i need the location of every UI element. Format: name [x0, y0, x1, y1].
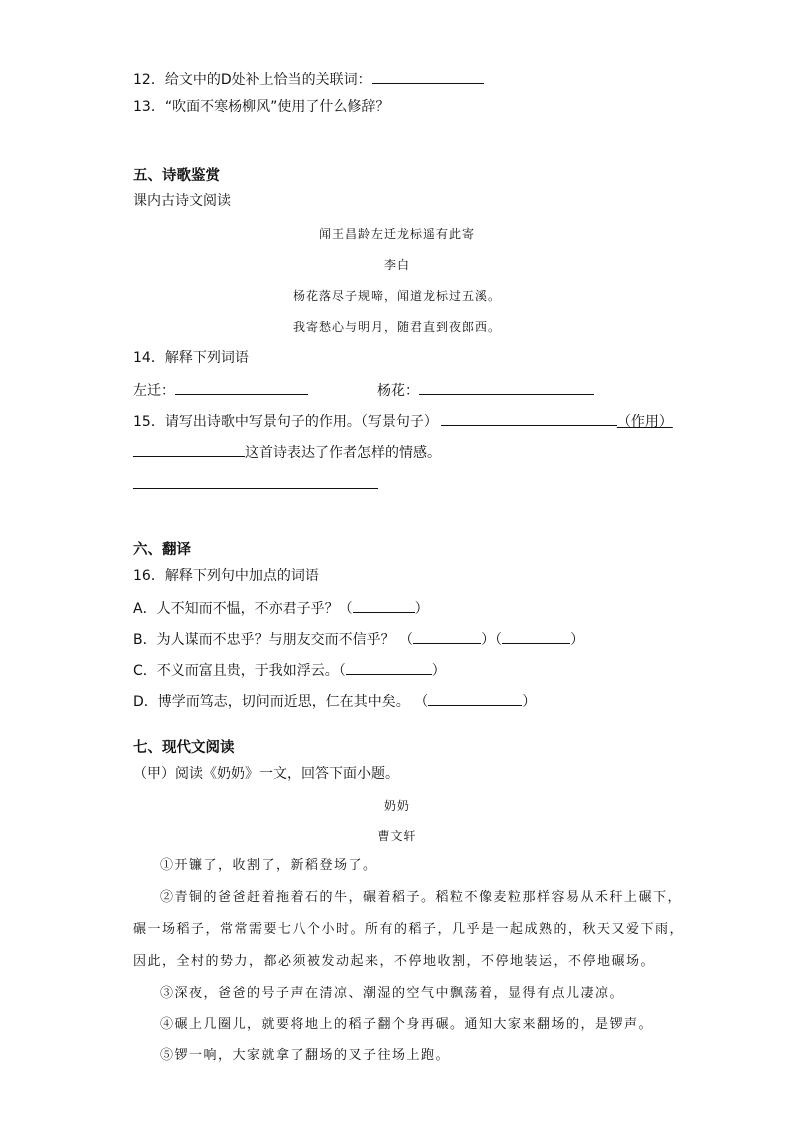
passage-paragraph-2-line-2: 碾一场稻子，常常需要七八个小时。所有的稻子，几乎是一起成熟的，秋天又爱下雨， — [133, 922, 685, 937]
question-16-c — [133, 660, 446, 680]
answer-blank[interactable] — [346, 660, 432, 675]
answer-line[interactable] — [133, 488, 378, 489]
question-13: 13．“吹面不寒杨柳风”使用了什么修辞？ — [133, 99, 390, 115]
question-16-b-close: ） — [570, 632, 585, 648]
answer-blank[interactable] — [502, 629, 570, 644]
question-16-d — [133, 691, 536, 711]
passage-paragraph-2-line-3: 因此，全村的势力，都必须被发动起来，不停地收割，不停地装运，不停地碾场。 — [133, 954, 656, 969]
section-heading-5: 五、诗歌鉴赏 — [133, 168, 220, 184]
question-15 — [133, 411, 673, 431]
question-16: 16．解释下列句中加点的词语 — [133, 568, 319, 584]
answer-blank[interactable] — [372, 69, 484, 84]
question-14-b-label: 杨花： — [377, 383, 419, 399]
question-14-b — [377, 380, 594, 400]
question-16-d-text: D．博学而笃志，切问而近思，仁在其中矣。 （ — [133, 694, 429, 710]
answer-blank[interactable] — [175, 380, 308, 395]
answer-blank[interactable] — [353, 598, 415, 613]
poem-title: 闻王昌龄左迁龙标遥有此寄 — [318, 227, 475, 241]
answer-blank[interactable] — [419, 380, 594, 395]
question-16-b — [133, 629, 584, 649]
question-15-line-2 — [133, 442, 441, 462]
question-14-a-label: 左迁： — [133, 383, 175, 399]
poem-author: 李白 — [383, 258, 410, 272]
answer-blank[interactable] — [428, 691, 522, 706]
question-12 — [133, 69, 484, 89]
answer-blank[interactable] — [133, 442, 245, 457]
passage-paragraph-2: ②青铜的爸爸赶着拖着石的牛，碾着稻子。稻粒不像麦粒那样容易从禾秆上碾下， — [160, 890, 683, 905]
question-16-c-close: ） — [431, 663, 446, 679]
passage-title: 奶奶 — [383, 799, 410, 813]
question-16-c-text: C．不义而富且贵，于我如浮云。（ — [133, 663, 346, 679]
question-16-b-text: B．为人谋而不忠乎？与朋友交而不信乎？ （ — [133, 632, 414, 648]
question-14: 14．解释下列词语 — [133, 350, 249, 366]
poem-line-1: 杨花落尽子规啼，闻道龙标过五溪。 — [292, 289, 501, 303]
question-15-emotion-text: 这首诗表达了作者怎样的情感。 — [245, 445, 441, 461]
passage-author: 曹文轩 — [377, 829, 417, 843]
question-16-a — [133, 598, 429, 618]
passage-paragraph-5: ⑤锣一响，大家就拿了翻场的叉子往场上跑。 — [160, 1048, 451, 1063]
question-14-a — [133, 380, 308, 400]
question-16-a-close: ） — [414, 601, 429, 617]
question-15-effect-label: （作用） — [616, 414, 673, 430]
answer-blank[interactable] — [413, 629, 481, 644]
section-5-subtitle: 课内古诗文阅读 — [133, 193, 231, 209]
answer-blank[interactable] — [441, 411, 617, 426]
question-16-a-text: A．人不知而不愠，不亦君子乎？（ — [133, 601, 353, 617]
question-16-b-mid: ）（ — [481, 632, 503, 648]
section-heading-7: 七、现代文阅读 — [133, 740, 235, 756]
section-7-instruction: （甲）阅读《奶奶》一文，回答下面小题。 — [133, 766, 399, 782]
passage-paragraph-3: ③深夜，爸爸的号子声在清凉、潮湿的空气中飘荡着，显得有点儿凄凉。 — [160, 986, 625, 1001]
passage-paragraph-4: ④碾上几圈儿，就要将地上的稻子翻个身再碾。通知大家来翻场的，是锣声。 — [160, 1017, 654, 1032]
passage-paragraph-1: ①开镰了，收割了，新稻登场了。 — [160, 858, 378, 873]
question-15-text: 15．请写出诗歌中写景句子的作用。（写景句子） — [133, 414, 438, 430]
section-heading-6: 六、翻译 — [133, 542, 191, 558]
question-16-d-close: ） — [522, 694, 537, 710]
poem-line-2: 我寄愁心与明月，随君直到夜郎西。 — [292, 320, 501, 334]
question-12-text: 12．给文中的D处补上恰当的关联词： — [133, 72, 372, 88]
